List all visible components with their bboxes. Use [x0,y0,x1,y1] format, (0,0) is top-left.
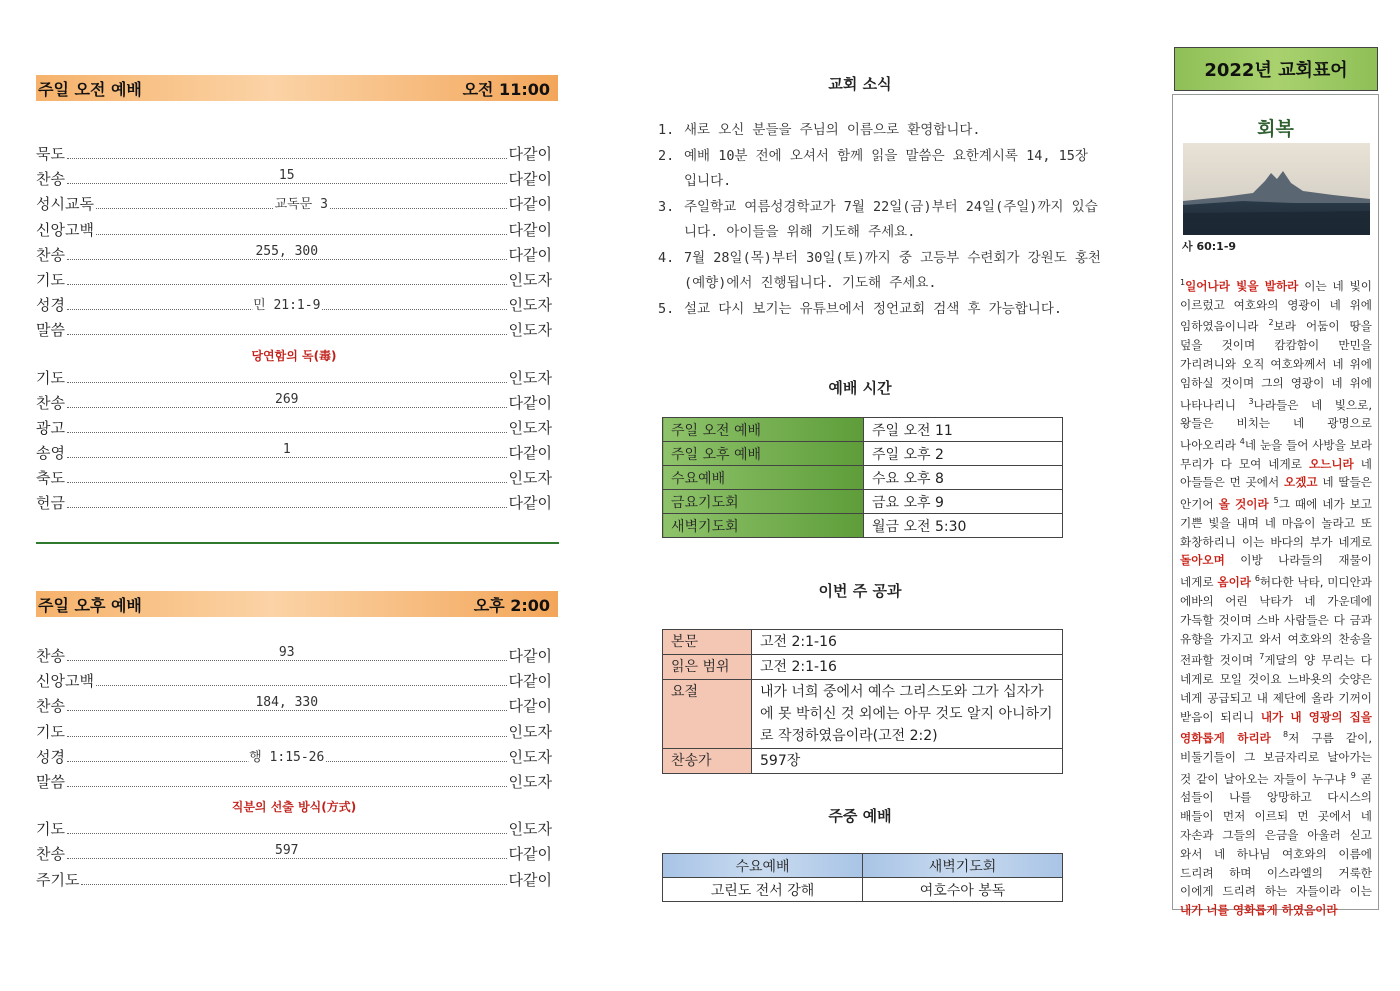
lesson-value: 597장 [752,749,1063,774]
service-time-row [663,418,1063,442]
news-item [658,118,1108,144]
leader-dots [67,481,507,483]
order-row [36,746,552,771]
leader-dots [96,197,507,213]
service-times-table [662,417,1063,538]
order-item-name: 찬송 [36,245,65,264]
highlighted-phrase: 내가 너를 영화롭게 하였음이라 [1180,903,1338,918]
morning-service-header [36,75,558,101]
verse-number: 4 [1239,436,1245,446]
order-item-name: 신앙고백 [36,220,94,239]
order-row [36,392,552,417]
lesson-value: 고전 2:1-16 [752,655,1063,680]
weekday-value-dawn: 여호수아 봉독 [863,878,1063,902]
order-row [36,367,552,392]
afternoon-service-header [36,591,558,617]
news-title: 교회 소식 [828,75,892,93]
order-item-name: 기도 [36,820,65,839]
order-item-name: 광고 [36,418,65,437]
order-row [36,721,552,746]
highlighted-phrase: 일어나라 빛을 발하라 [1185,278,1299,293]
leader-dots [96,233,507,235]
highlighted-phrase: 옴이라 [1217,575,1252,590]
order-item-who: 인도자 [508,296,552,315]
order-item-who: 다같이 [508,647,552,665]
service-time-row [663,442,1063,466]
order-item-name: 찬송 [36,697,65,716]
verse-text: 보라 어둠이 땅을 덮을 것이며 캄캄함이 만민을 가리려니와 오직 여호와께서 네 위에 임하실 것이며 그의 영광이 네 위에 나타나리니 [1180,319,1372,412]
leader-dots [96,684,507,686]
lesson-key: 본문 [663,630,752,655]
lesson-row [663,680,1063,749]
highlighted-phrase: 올 것이라 [1218,497,1269,512]
sermon-title: 직분의 선출 방식(方式) [231,800,357,815]
order-item-detail: 15 [278,168,295,184]
afternoon-service-title: 주일 오후 예배 [38,595,142,615]
order-item-name: 찬송 [36,170,65,189]
order-item-who: 인도자 [508,469,552,488]
mountain-landscape-image [1183,143,1370,235]
order-item-who: 다같이 [508,393,552,412]
leader-dots [67,298,507,314]
leader-dots [67,431,507,433]
order-row [36,219,552,244]
order-row [36,319,552,344]
service-name: 수요예배 [663,466,864,490]
order-row [36,843,552,868]
order-row [36,294,552,319]
news-item-text: 새로 오신 분들을 주님의 이름으로 환영합니다. [684,122,981,138]
order-item-who: 다같이 [508,245,552,264]
verse-text: 게달의 양 무리는 다 네게로 모일 것이요 느바욧의 숫양은 네게 공급되고 내 제단에 올라 기꺼이 받음이 되리니 [1180,653,1372,724]
lesson-key: 찬송가 [663,749,752,774]
service-time: 주일 오전 11 [864,418,1063,442]
verse-text: 허다한 낙타, 미디안과 에바의 어린 낙타가 네 가운데에 가득할 것이며 스바 사람들은 다 금과 유향을 가지고 와서 여호와의 찬송을 전파할 것이며 [1180,575,1373,668]
section-divider [36,542,559,544]
order-row [36,143,552,168]
order-item-who: 다같이 [508,170,552,189]
order-item-who: 인도자 [508,820,552,839]
lesson-value: 내가 너희 중에서 예수 그리스도와 그가 십자가에 못 박히신 것 외에는 아무 것도 알지 아니하기로 작정하였음이라(고전 2:2) [752,680,1063,749]
order-item-detail: 184, 330 [255,695,319,711]
service-time: 주일 오후 2 [864,442,1063,466]
order-item-who: 다같이 [508,494,552,513]
news-item-text: 예배 10분 전에 오셔서 함께 읽을 말씀은 요한계시록 14, 15장 입니다. [684,147,1088,189]
news-item-number: 4. [658,249,675,266]
order-item-name: 헌금 [36,494,65,513]
news-item-number: 5. [658,300,675,317]
verse-text [1271,731,1283,745]
verse-number: 6 [1254,574,1260,584]
order-row [36,168,552,193]
verse-number: 8 [1283,730,1289,740]
news-item-text: 설교 다시 보기는 유튜브에서 정언교회 검색 후 가능합니다. [684,300,1063,317]
news-list [658,118,1108,322]
highlighted-phrase: 내가 내 영광의 집을 영화롭게 하리라 [1180,709,1372,746]
leader-dots [81,883,506,885]
motto-banner: 2022년 교회표어 [1174,47,1378,91]
order-item-detail: 269 [275,391,299,407]
weekday-worship-title: 주중 예배 [828,807,892,825]
order-item-name: 찬송 [36,845,65,864]
highlighted-phrase: 오겠고 [1284,475,1318,490]
news-item [658,144,1108,195]
order-row [36,645,552,670]
order-row [36,818,552,843]
order-item-name: 축도 [36,469,65,488]
verse-text: 네 딸들은 안기어 [1180,475,1373,512]
order-row [36,442,552,467]
afternoon-order-list [36,645,552,894]
order-item-detail: 255, 300 [255,243,319,259]
order-item-name: 찬송 [36,647,65,665]
news-item-text: 7월 28일(목)부터 30일(토)까지 중 고등부 수련회가 강원도 홍천(예향)에서 진행됩니다. 기도해 주세요. [684,249,1101,291]
service-times-title: 예배 시간 [828,379,892,397]
verse-text: 곧 섬들이 나를 앙망하고 다시스의 배들이 먼저 이르되 먼 곳에서 네 자손과 그들의 은금을 아울러 싣고 와서 네 하나님 여호와의 이름에 드리려 하며 이스라엘의 거룩한 이에게 드리려 하는 자들이라 이는 [1180,771,1372,899]
weekday-header-dawn: 새벽기도회 [863,854,1063,878]
order-item-who: 다같이 [508,195,552,214]
service-time: 수요 오후 8 [864,466,1063,490]
order-item-detail: 597 [275,843,299,859]
order-item-name: 주기도 [36,870,80,889]
verse-number: 2 [1268,318,1274,328]
leader-dots [67,843,507,859]
morning-service-time: 오전 11:00 [462,79,550,99]
verse-text: 나라들은 네 빛으로, 왕들은 비치는 네 광명으로 나아오리라 [1180,397,1373,452]
order-item-who: 인도자 [508,270,552,289]
leader-dots [67,832,507,834]
verse-number: 3 [1248,396,1254,406]
leader-dots [67,283,507,285]
scripture-text [1180,274,1372,920]
verse-number: 5 [1273,496,1279,506]
order-item-who: 다같이 [508,845,552,864]
order-item-name: 말씀 [36,321,65,340]
leader-dots [67,333,507,335]
order-item-name: 신앙고백 [36,672,94,691]
leader-dots [67,243,507,260]
order-row [36,467,552,492]
order-item-detail: 1 [282,442,291,458]
service-time-row [663,490,1063,514]
highlighted-phrase: 돌아오며 [1180,553,1225,568]
lesson-row [663,655,1063,680]
order-item-name: 묵도 [36,145,65,163]
verse-text: 그 때에 네가 보고 기쁜 빛을 내며 네 마음이 놀라고 또 화창하리니 이는 바다의 부가 네게로 [1180,497,1372,549]
order-item-who: 인도자 [508,722,552,741]
order-item-name: 성시교독 [36,195,94,214]
news-item-text: 주일학교 여름성경학교가 7월 22일(금)부터 24일(주일)까지 있습니다. 아이들을 위해 기도해 주세요. [684,198,1098,240]
afternoon-service-time: 오후 2:00 [473,595,550,615]
news-item [658,246,1108,297]
service-time: 금요 오후 9 [864,490,1063,514]
leader-dots [67,735,507,737]
verse-number: 9 [1350,770,1356,780]
verse-text: 저 구름 같이, 비둘기들이 그 보금자리로 날아가는 것 같이 날아오는 자들이 누구냐 [1180,731,1373,786]
verse-number: 1 [1180,278,1186,287]
order-row [36,695,552,720]
order-item-who: 인도자 [508,321,552,340]
verse-text: 이방 나라들의 재물이 네게로 [1180,553,1372,590]
weekday-value-wednesday: 고린도 전서 강해 [663,878,863,902]
order-item-name: 기도 [36,270,65,289]
order-item-who: 다같이 [508,145,552,163]
leader-dots [67,785,507,787]
service-time-row [663,514,1063,538]
order-item-detail: 민 21:1-9 [252,294,321,313]
weekday-worship-table [662,853,1063,902]
order-item-who: 인도자 [508,418,552,437]
leader-dots [67,381,507,383]
leader-dots [67,506,507,508]
morning-service-title: 주일 오전 예배 [38,79,142,99]
order-row [36,670,552,695]
order-row [36,193,552,218]
leader-dots [67,168,507,184]
morning-order-list [36,143,552,518]
leader-dots [67,442,507,458]
verse-text: 이는 네 빛이 이르렀고 여호와의 영광이 네 위에 임하였음이니라 [1180,278,1372,334]
order-item-who: 인도자 [508,368,552,387]
order-item-detail: 교독문 3 [274,193,329,212]
order-item-who: 다같이 [508,870,552,889]
service-name: 금요기도회 [663,490,864,514]
leader-dots [67,157,507,159]
order-item-who: 다같이 [508,672,552,691]
lesson-row [663,630,1063,655]
order-item-who: 인도자 [508,747,552,766]
motto-theme: 회복 [1257,118,1294,140]
order-item-name: 성경 [36,296,65,315]
leader-dots [67,645,507,661]
leader-dots [67,695,507,711]
service-name: 새벽기도회 [663,514,864,538]
order-row [36,417,552,442]
order-item-name: 기도 [36,368,65,387]
lesson-row [663,749,1063,774]
order-item-detail: 행 1:15-26 [248,746,325,765]
verse-text: 네 아들들은 먼 곳에서 [1180,456,1373,490]
order-row [36,771,552,796]
news-item-number: 3. [658,198,675,215]
order-item-name: 말씀 [36,772,65,791]
service-time-row [663,466,1063,490]
order-item-who: 인도자 [508,772,552,791]
service-time: 월금 오전 5:30 [864,514,1063,538]
weekday-header-wednesday: 수요예배 [663,854,863,878]
order-item-who: 다같이 [508,444,552,463]
order-item-name: 찬송 [36,393,65,412]
lesson-title: 이번 주 공과 [818,582,902,600]
service-name: 주일 오전 예배 [663,418,864,442]
order-item-who: 다같이 [508,220,552,239]
lesson-value: 고전 2:1-16 [752,630,1063,655]
leader-dots [67,391,507,408]
verse-number: 7 [1259,652,1265,662]
order-row [36,269,552,294]
verse-text: 네 눈을 들어 사방을 보라 무리가 다 모여 네게로 [1180,437,1372,471]
news-item [658,195,1108,246]
order-item-who: 다같이 [508,697,552,716]
service-name: 주일 오후 예배 [663,442,864,466]
order-item-name: 송영 [36,444,65,463]
lesson-table [662,629,1063,774]
leader-dots [67,749,507,765]
lesson-key: 읽은 범위 [663,655,752,680]
order-item-name: 기도 [36,722,65,741]
order-item-detail: 93 [278,645,295,660]
order-item-name: 성경 [36,747,65,766]
order-row [36,244,552,269]
highlighted-phrase: 오느니라 [1308,456,1354,471]
order-row [36,492,552,517]
order-row [36,869,552,894]
news-item-number: 2. [658,147,675,164]
news-item [658,297,1108,323]
lesson-key: 요절 [663,680,752,749]
sermon-title: 당연함의 독(毒) [251,348,337,363]
news-item-number: 1. [658,122,675,138]
scripture-reference: 사 60:1-9 [1182,240,1237,253]
